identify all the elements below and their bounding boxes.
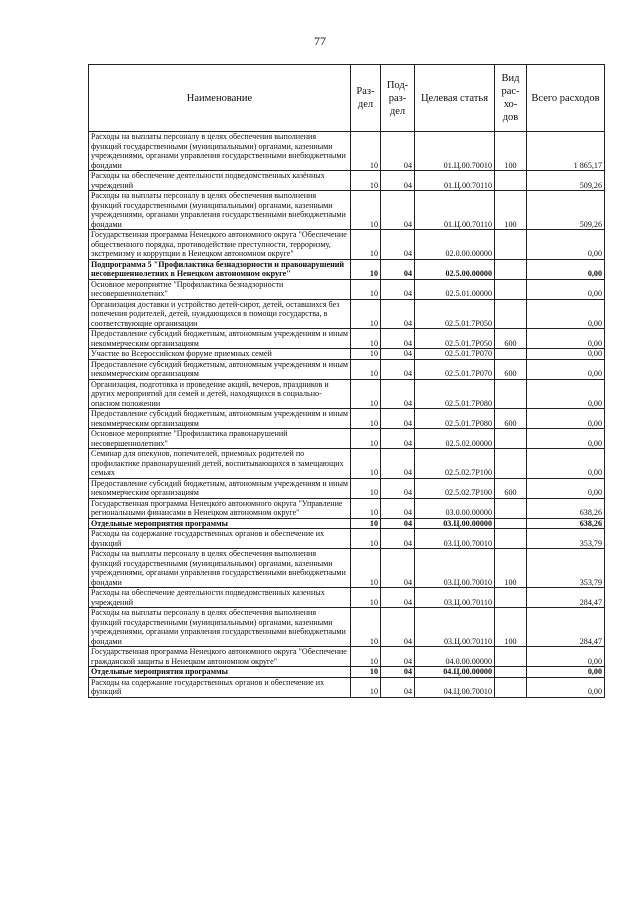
cell-name: Государственная программа Ненецкого автономного округа "Управление региональными финансами в Ненецком автономном округе" xyxy=(89,498,351,518)
cell-razdel: 10 xyxy=(351,429,381,449)
cell-expense-type xyxy=(495,259,527,279)
table-body xyxy=(89,132,605,698)
cell-name: Предоставление субсидий бюджетным, автономным учреждениям и иным некоммерческим организациям xyxy=(89,409,351,429)
cell-expense-type xyxy=(495,349,527,360)
cell-name: Расходы на содержание государственных органов и обеспечение их функций xyxy=(89,677,351,697)
cell-total-expenses: 0,00 xyxy=(527,677,605,697)
cell-podrazdel: 04 xyxy=(381,329,415,349)
cell-expense-type: 600 xyxy=(495,478,527,498)
cell-name: Основное мероприятие "Профилактика безнадзорности несовершеннолетних" xyxy=(89,279,351,299)
cell-podrazdel: 04 xyxy=(381,349,415,360)
cell-razdel: 10 xyxy=(351,359,381,379)
cell-name: Предоставление субсидий бюджетным, автономным учреждениям и иным некоммерческим организациям xyxy=(89,329,351,349)
cell-expense-type xyxy=(495,498,527,518)
cell-expense-type xyxy=(495,588,527,608)
cell-razdel: 10 xyxy=(351,608,381,647)
cell-target-article: 04.Ц.00.70010 xyxy=(415,677,495,697)
cell-total-expenses: 353,79 xyxy=(527,549,605,588)
cell-total-expenses: 0,00 xyxy=(527,449,605,479)
cell-name: Расходы на выплаты персоналу в целях обеспечения выполнения функций государственными (муниципальными) органами, казенными учреждениями, органами управления государственными внебюджетными фондами xyxy=(89,191,351,230)
cell-total-expenses: 509,26 xyxy=(527,171,605,191)
cell-target-article: 02.5.02.7Р100 xyxy=(415,449,495,479)
cell-name: Расходы на содержание государственных органов и обеспечение их функций xyxy=(89,529,351,549)
cell-podrazdel: 04 xyxy=(381,478,415,498)
cell-podrazdel: 04 xyxy=(381,449,415,479)
cell-expense-type: 600 xyxy=(495,359,527,379)
table-row xyxy=(89,498,605,518)
table-row xyxy=(89,230,605,260)
cell-podrazdel: 04 xyxy=(381,429,415,449)
cell-total-expenses: 509,26 xyxy=(527,191,605,230)
cell-total-expenses: 0,00 xyxy=(527,359,605,379)
cell-total-expenses: 0,00 xyxy=(527,279,605,299)
cell-razdel: 10 xyxy=(351,379,381,409)
cell-expense-type xyxy=(495,667,527,678)
cell-total-expenses: 0,00 xyxy=(527,259,605,279)
cell-target-article: 02.5.01.7Р050 xyxy=(415,299,495,329)
cell-total-expenses: 0,00 xyxy=(527,230,605,260)
cell-expense-type: 600 xyxy=(495,329,527,349)
header-name: Наименование xyxy=(89,65,351,132)
cell-target-article: 03.Ц.00.70110 xyxy=(415,588,495,608)
cell-podrazdel: 04 xyxy=(381,667,415,678)
cell-razdel: 10 xyxy=(351,667,381,678)
cell-total-expenses: 0,00 xyxy=(527,349,605,360)
cell-razdel: 10 xyxy=(351,498,381,518)
cell-razdel: 10 xyxy=(351,588,381,608)
cell-razdel: 10 xyxy=(351,529,381,549)
cell-podrazdel: 04 xyxy=(381,299,415,329)
cell-expense-type xyxy=(495,230,527,260)
cell-razdel: 10 xyxy=(351,647,381,667)
cell-target-article: 01.Ц.00.70010 xyxy=(415,132,495,171)
cell-razdel: 10 xyxy=(351,409,381,429)
cell-expense-type xyxy=(495,449,527,479)
cell-total-expenses: 638,26 xyxy=(527,518,605,529)
cell-total-expenses: 0,00 xyxy=(527,667,605,678)
table-row xyxy=(89,409,605,429)
cell-name: Организация, подготовка и проведение акций, вечеров, праздников и других мероприятий для семей и детей, находящихся в социально-опасном положении xyxy=(89,379,351,409)
cell-podrazdel: 04 xyxy=(381,379,415,409)
table-row xyxy=(89,359,605,379)
table-row xyxy=(89,132,605,171)
table-row xyxy=(89,279,605,299)
cell-razdel: 10 xyxy=(351,171,381,191)
cell-name: Предоставление субсидий бюджетным, автономным учреждениям и иным некоммерческим организациям xyxy=(89,478,351,498)
cell-razdel: 10 xyxy=(351,329,381,349)
cell-name: Участие во Всероссийском форуме приемных семей xyxy=(89,349,351,360)
cell-name: Отдельные мероприятия программы xyxy=(89,667,351,678)
header-target-article: Целевая статья xyxy=(415,65,495,132)
table-row xyxy=(89,588,605,608)
cell-razdel: 10 xyxy=(351,518,381,529)
cell-target-article: 04.0.00.00000 xyxy=(415,647,495,667)
cell-razdel: 10 xyxy=(351,349,381,360)
page-number: 77 xyxy=(314,34,326,48)
cell-total-expenses: 0,00 xyxy=(527,299,605,329)
cell-podrazdel: 04 xyxy=(381,549,415,588)
table-row xyxy=(89,608,605,647)
cell-total-expenses: 0,00 xyxy=(527,647,605,667)
header-podrazdel: Под- раз- дел xyxy=(381,65,415,132)
table-row xyxy=(89,518,605,529)
table-row xyxy=(89,449,605,479)
cell-expense-type: 100 xyxy=(495,191,527,230)
cell-name: Семинар для опекунов, попечителей, приемных родителей по профилактике правонарушений детей, воспитывающихся в замещающих семьях xyxy=(89,449,351,479)
budget-table xyxy=(88,64,605,698)
cell-expense-type xyxy=(495,171,527,191)
cell-razdel: 10 xyxy=(351,549,381,588)
cell-podrazdel: 04 xyxy=(381,191,415,230)
cell-total-expenses: 1 865,17 xyxy=(527,132,605,171)
cell-podrazdel: 04 xyxy=(381,230,415,260)
cell-total-expenses: 638,26 xyxy=(527,498,605,518)
cell-podrazdel: 04 xyxy=(381,171,415,191)
table-row xyxy=(89,299,605,329)
table-row xyxy=(89,549,605,588)
cell-expense-type xyxy=(495,677,527,697)
cell-total-expenses: 0,00 xyxy=(527,409,605,429)
cell-expense-type: 100 xyxy=(495,132,527,171)
cell-podrazdel: 04 xyxy=(381,409,415,429)
cell-target-article: 04.Ц.00.00000 xyxy=(415,667,495,678)
table-row xyxy=(89,647,605,667)
cell-name: Государственная программа Ненецкого автономного округа "Обеспечение гражданской защиты в Ненецком автономном округе" xyxy=(89,647,351,667)
cell-target-article: 03.Ц.00.00000 xyxy=(415,518,495,529)
cell-expense-type xyxy=(495,279,527,299)
cell-name: Расходы на выплаты персоналу в целях обеспечения выполнения функций государственными (муниципальными) органами, казенными учреждениями, органами управления государственными внебюджетными фондами xyxy=(89,132,351,171)
cell-expense-type: 100 xyxy=(495,549,527,588)
cell-podrazdel: 04 xyxy=(381,608,415,647)
cell-expense-type: 600 xyxy=(495,409,527,429)
cell-podrazdel: 04 xyxy=(381,498,415,518)
cell-total-expenses: 284,47 xyxy=(527,588,605,608)
cell-target-article: 02.5.01.00000 xyxy=(415,279,495,299)
cell-name: Предоставление субсидий бюджетным, автономным учреждениям и иным некоммерческим организациям xyxy=(89,359,351,379)
cell-razdel: 10 xyxy=(351,279,381,299)
cell-name: Отдельные мероприятия программы xyxy=(89,518,351,529)
cell-podrazdel: 04 xyxy=(381,359,415,379)
cell-total-expenses: 284,47 xyxy=(527,608,605,647)
cell-expense-type xyxy=(495,647,527,667)
table-header-row xyxy=(89,65,605,132)
cell-target-article: 02.5.02.00000 xyxy=(415,429,495,449)
cell-podrazdel: 04 xyxy=(381,588,415,608)
cell-razdel: 10 xyxy=(351,132,381,171)
cell-expense-type xyxy=(495,379,527,409)
table-row xyxy=(89,677,605,697)
table-row xyxy=(89,329,605,349)
cell-target-article: 03.0.00.00000 xyxy=(415,498,495,518)
header-expense-type: Вид рас- хо- дов xyxy=(495,65,527,132)
table-row xyxy=(89,171,605,191)
cell-target-article: 02.5.01.7Р080 xyxy=(415,379,495,409)
cell-name: Подпрограмма 5 "Профилактика безнадзорности и правонарушений несовершеннолетних в Ненецком автономном округе" xyxy=(89,259,351,279)
cell-expense-type xyxy=(495,429,527,449)
cell-razdel: 10 xyxy=(351,191,381,230)
cell-podrazdel: 04 xyxy=(381,279,415,299)
cell-name: Организация доставки и устройство детей-сирот, детей, оставшихся без попечения родителей, детей, нуждающихся в помощи государства, в соответствующие организации xyxy=(89,299,351,329)
cell-name: Расходы на обеспечение деятельности подведомственных казённых учреждений xyxy=(89,171,351,191)
cell-total-expenses: 353,79 xyxy=(527,529,605,549)
table-row xyxy=(89,529,605,549)
cell-target-article: 02.5.01.7Р080 xyxy=(415,409,495,429)
cell-name: Основное мероприятие "Профилактика правонарушений несовершеннолетних" xyxy=(89,429,351,449)
table-row xyxy=(89,379,605,409)
cell-name: Государственная программа Ненецкого автономного округа "Обеспечение общественного порядка, противодействие преступности, терроризму, экстремизму и коррупции в Ненецком автономном округе" xyxy=(89,230,351,260)
cell-podrazdel: 04 xyxy=(381,529,415,549)
cell-expense-type xyxy=(495,529,527,549)
cell-target-article: 01.Ц.00.70110 xyxy=(415,171,495,191)
cell-expense-type: 100 xyxy=(495,608,527,647)
cell-name: Расходы на обеспечение деятельности подведомственных казенных учреждений xyxy=(89,588,351,608)
cell-target-article: 02.5.01.7Р050 xyxy=(415,329,495,349)
cell-target-article: 02.0.00.00000 xyxy=(415,230,495,260)
cell-target-article: 02.5.00.00000 xyxy=(415,259,495,279)
header-total-expenses: Всего расходов xyxy=(527,65,605,132)
cell-total-expenses: 0,00 xyxy=(527,379,605,409)
cell-target-article: 03.Ц.00.70010 xyxy=(415,549,495,588)
cell-podrazdel: 04 xyxy=(381,259,415,279)
cell-target-article: 03.Ц.00.70110 xyxy=(415,608,495,647)
cell-target-article: 03.Ц.00.70010 xyxy=(415,529,495,549)
cell-podrazdel: 04 xyxy=(381,677,415,697)
cell-podrazdel: 04 xyxy=(381,518,415,529)
cell-podrazdel: 04 xyxy=(381,647,415,667)
cell-razdel: 10 xyxy=(351,449,381,479)
cell-name: Расходы на выплаты персоналу в целях обеспечения выполнения функций государственными (муниципальными) органами, казенными учреждениями, органами управления государственными внебюджетными фондами xyxy=(89,549,351,588)
header-razdel: Раз- дел xyxy=(351,65,381,132)
cell-target-article: 02.5.02.7Р100 xyxy=(415,478,495,498)
cell-total-expenses: 0,00 xyxy=(527,478,605,498)
table-row xyxy=(89,349,605,360)
cell-razdel: 10 xyxy=(351,299,381,329)
cell-razdel: 10 xyxy=(351,478,381,498)
cell-target-article: 02.5.01.7Р070 xyxy=(415,349,495,360)
cell-razdel: 10 xyxy=(351,259,381,279)
table-row xyxy=(89,191,605,230)
cell-name: Расходы на выплаты персоналу в целях обеспечения выполнения функций государственными (муниципальными) органами, казенными учреждениями, органами управления государственными внебюджетными фондами xyxy=(89,608,351,647)
cell-expense-type xyxy=(495,299,527,329)
table-row xyxy=(89,259,605,279)
cell-podrazdel: 04 xyxy=(381,132,415,171)
cell-total-expenses: 0,00 xyxy=(527,429,605,449)
cell-target-article: 02.5.01.7Р070 xyxy=(415,359,495,379)
cell-razdel: 10 xyxy=(351,230,381,260)
table-row xyxy=(89,429,605,449)
cell-target-article: 01.Ц.00.70110 xyxy=(415,191,495,230)
table-row xyxy=(89,667,605,678)
cell-expense-type xyxy=(495,518,527,529)
cell-total-expenses: 0,00 xyxy=(527,329,605,349)
table-row xyxy=(89,478,605,498)
cell-razdel: 10 xyxy=(351,677,381,697)
